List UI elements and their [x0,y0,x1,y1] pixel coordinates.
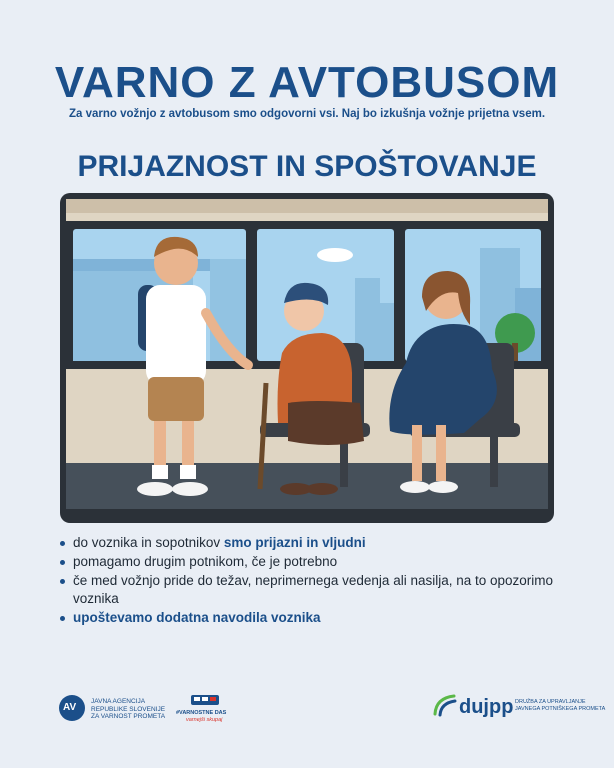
dujpp-line-1: DRUŽBA ZA UPRAVLJANJE [515,699,586,705]
varnostne-line-1: #VARNOSTNE DAS [176,710,227,716]
bus-logo-icon [190,694,220,708]
varnostne-logo [176,694,236,728]
page-subtitle: Za varno vožnjo z avtobusom smo odgovorni vsi. Naj bo izkušnja vožnje prijetna vsem. [68,108,546,120]
rule-1-emphasis: smo prijazni in vljudni [223,535,366,550]
dujpp-swoosh-icon [432,692,458,718]
varnostne-line-2: varnejši skupaj [186,717,223,723]
list-item [60,553,554,571]
list-item [60,609,554,627]
avp-line-1: JAVNA AGENCIJA [91,698,146,705]
rules-list [60,534,554,628]
list-item [60,534,554,552]
bus-interior-illustration [60,193,554,523]
list-item [60,572,554,608]
rule-1-text: do voznika in sopotnikov [73,535,224,550]
avp-mark: AV [63,702,77,713]
rule-4-emphasis: upoštevamo dodatna navodila voznika [73,610,321,625]
avp-line-3: ZA VARNOST PROMETA [91,713,166,720]
page-title: VARNO Z AVTOBUSOM [54,58,560,107]
rule-3-text: če med vožnjo pride do težav, neprimernega vedenja ali nasilja, na to opozorimo voznika [73,573,554,606]
dujpp-logo [432,690,606,726]
section-heading: PRIJAZNOST IN SPOŠTOVANJE [77,150,537,183]
avp-line-2: REPUBLIKE SLOVENIJE [91,705,166,713]
avp-logo [58,694,168,724]
rule-2-text: pomagamo drugim potnikom, če je potrebno [73,554,338,569]
dujpp-name: dujpp [459,696,514,718]
dujpp-line-2: JAVNEGA POTNIŠKEGA PROMETA [515,705,606,712]
